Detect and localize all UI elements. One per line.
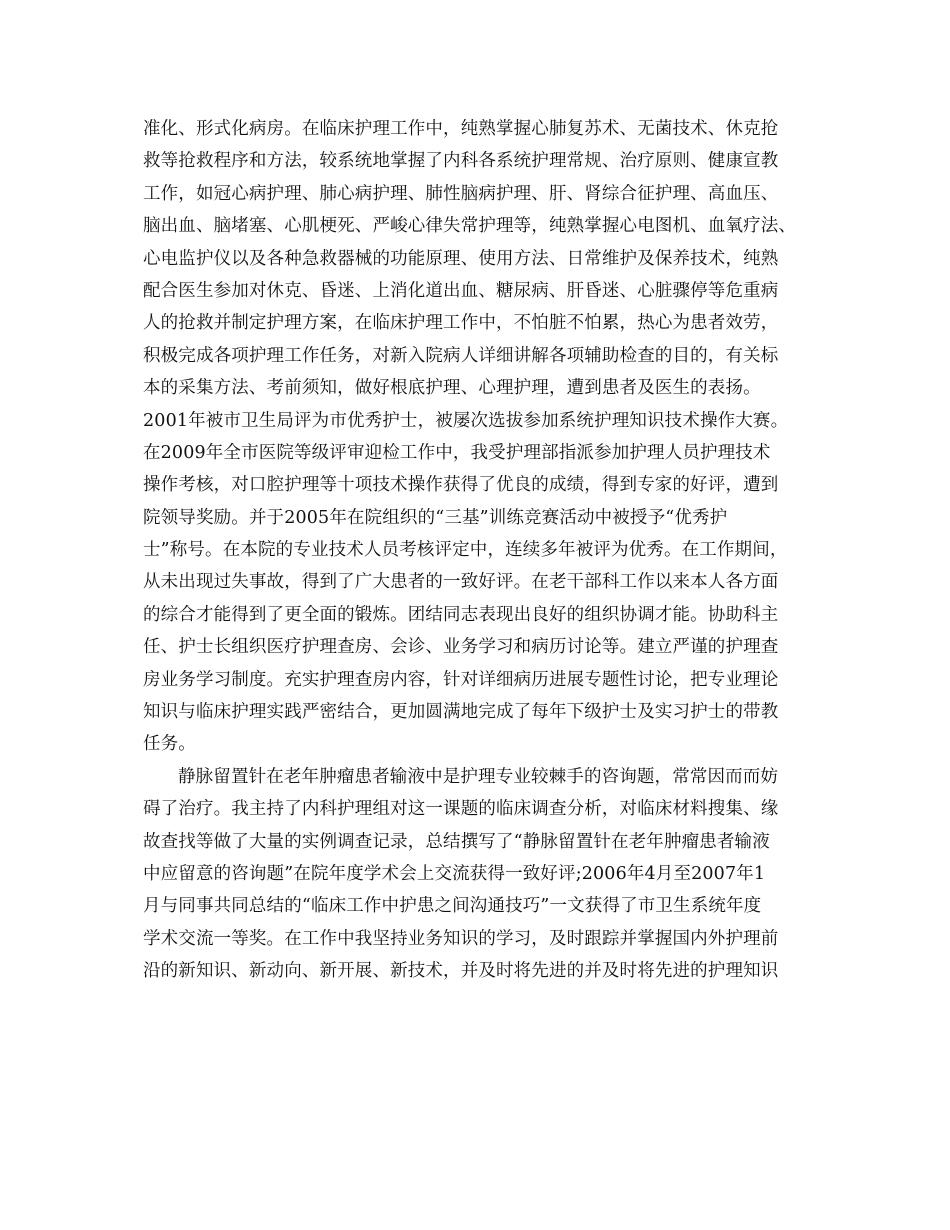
text-line-1: 准化、形式化病房。在临床护理工作中，纯熟掌握心肺复苏术、无菌技术、休克抢 (143, 119, 779, 139)
text-line-27: 沿的新知识、新动向、新开展、新技术，并及时将先进的并及时将先进的护理知识 (143, 961, 779, 982)
text-line-7: 人的抢救并制定护理方案，在临床护理工作中，不怕脏不怕累，热心为患者效劳， (143, 313, 779, 334)
text-line-19: 知识与临床护理实践严密结合，更加圆满地完成了每年下级护士及实习护士的带教 (143, 702, 779, 723)
text-line-4: 脑出血、脑堵塞、心肌梗死、严峻心律失常护理等，纯熟掌握心电图机、血氧疗法、 (143, 216, 797, 237)
text-line-20: 任务。 (143, 734, 196, 755)
text-line-25: 月与同事共同总结的“临床工作中护患之间沟通技巧”一文获得了市卫生系统年度 (143, 896, 762, 917)
text-line-10: 2001年被市卫生局评为市优秀护士，被屡次选拔参加系统护理知识技术操作大赛。 (143, 410, 789, 431)
text-line-6: 配合医生参加对休克、昏迷、上消化道出血、糖尿病、肝昏迷、心脏骤停等危重病 (143, 280, 779, 301)
body-text (143, 113, 823, 988)
text-line-13: 院领导奖励。并于2005年在院组织的“三基”训练竞赛活动中被授予“优秀护 (143, 507, 728, 528)
text-line-5: 心电监护仪以及各种急救器械的功能原理、使用方法、日常维护及保养技术，纯熟 (143, 248, 779, 269)
text-line-16: 的综合才能得到了更全面的锻炼。团结同志表现出良好的组织协调才能。协助科主 (143, 604, 779, 625)
text-line-17: 任、护士长组织医疗护理查房、会诊、业务学习和病历讨论等。建立严谨的护理查 (143, 637, 779, 658)
text-line-2: 救等抢救程序和方法，较系统地掌握了内科各系统护理常规、治疗原则、健康宣教 (143, 151, 779, 172)
text-line-14: 士”称号。在本院的专业技术人员考核评定中，连续多年被评为优秀。在工作期间， (143, 540, 788, 561)
text-line-9: 本的采集方法、考前须知，做好根底护理、心理护理，遭到患者及医生的表扬。 (143, 378, 761, 399)
text-line-3: 工作，如冠心病护理、肺心病护理、肺性脑病护理、肝、肾综合征护理、高血压、 (143, 183, 779, 204)
text-line-8: 积极完成各项护理工作任务，对新入院病人详细讲解各项辅助检查的目的，有关标 (143, 345, 779, 366)
text-line-23: 故查找等做了大量的实例调查记录，总结撰写了“静脉留置针在老年肿瘤患者输液 (143, 831, 770, 852)
text-line-18: 房业务学习制度。充实护理查房内容，针对详细病历进展专题性讨论，把专业理论 (143, 669, 779, 690)
text-line-15: 从未出现过失事故，得到了广大患者的一致好评。在老干部科工作以来本人各方面 (143, 572, 779, 593)
text-line-12: 操作考核，对口腔护理等十项技术操作获得了优良的成绩，得到专家的好评，遭到 (143, 475, 779, 496)
text-line-21: 静脉留置针在老年肿瘤患者输液中是护理专业较棘手的咨询题，常常因而而妨 (178, 766, 779, 787)
text-line-11: 在2009年全市医院等级评审迎检工作中，我受护理部指派参加护理人员护理技术 (143, 442, 771, 463)
text-line-26: 学术交流一等奖。在工作中我坚持业务知识的学习，及时跟踪并掌握国内外护理前 (143, 928, 779, 949)
text-line-22: 碍了治疗。我主持了内科护理组对这一课题的临床调查分析，对临床材料搜集、缘 (143, 799, 779, 820)
text-line-24: 中应留意的咨询题”在院年度学术会上交流获得一致好评;2006年4月至2007年1 (143, 863, 766, 884)
